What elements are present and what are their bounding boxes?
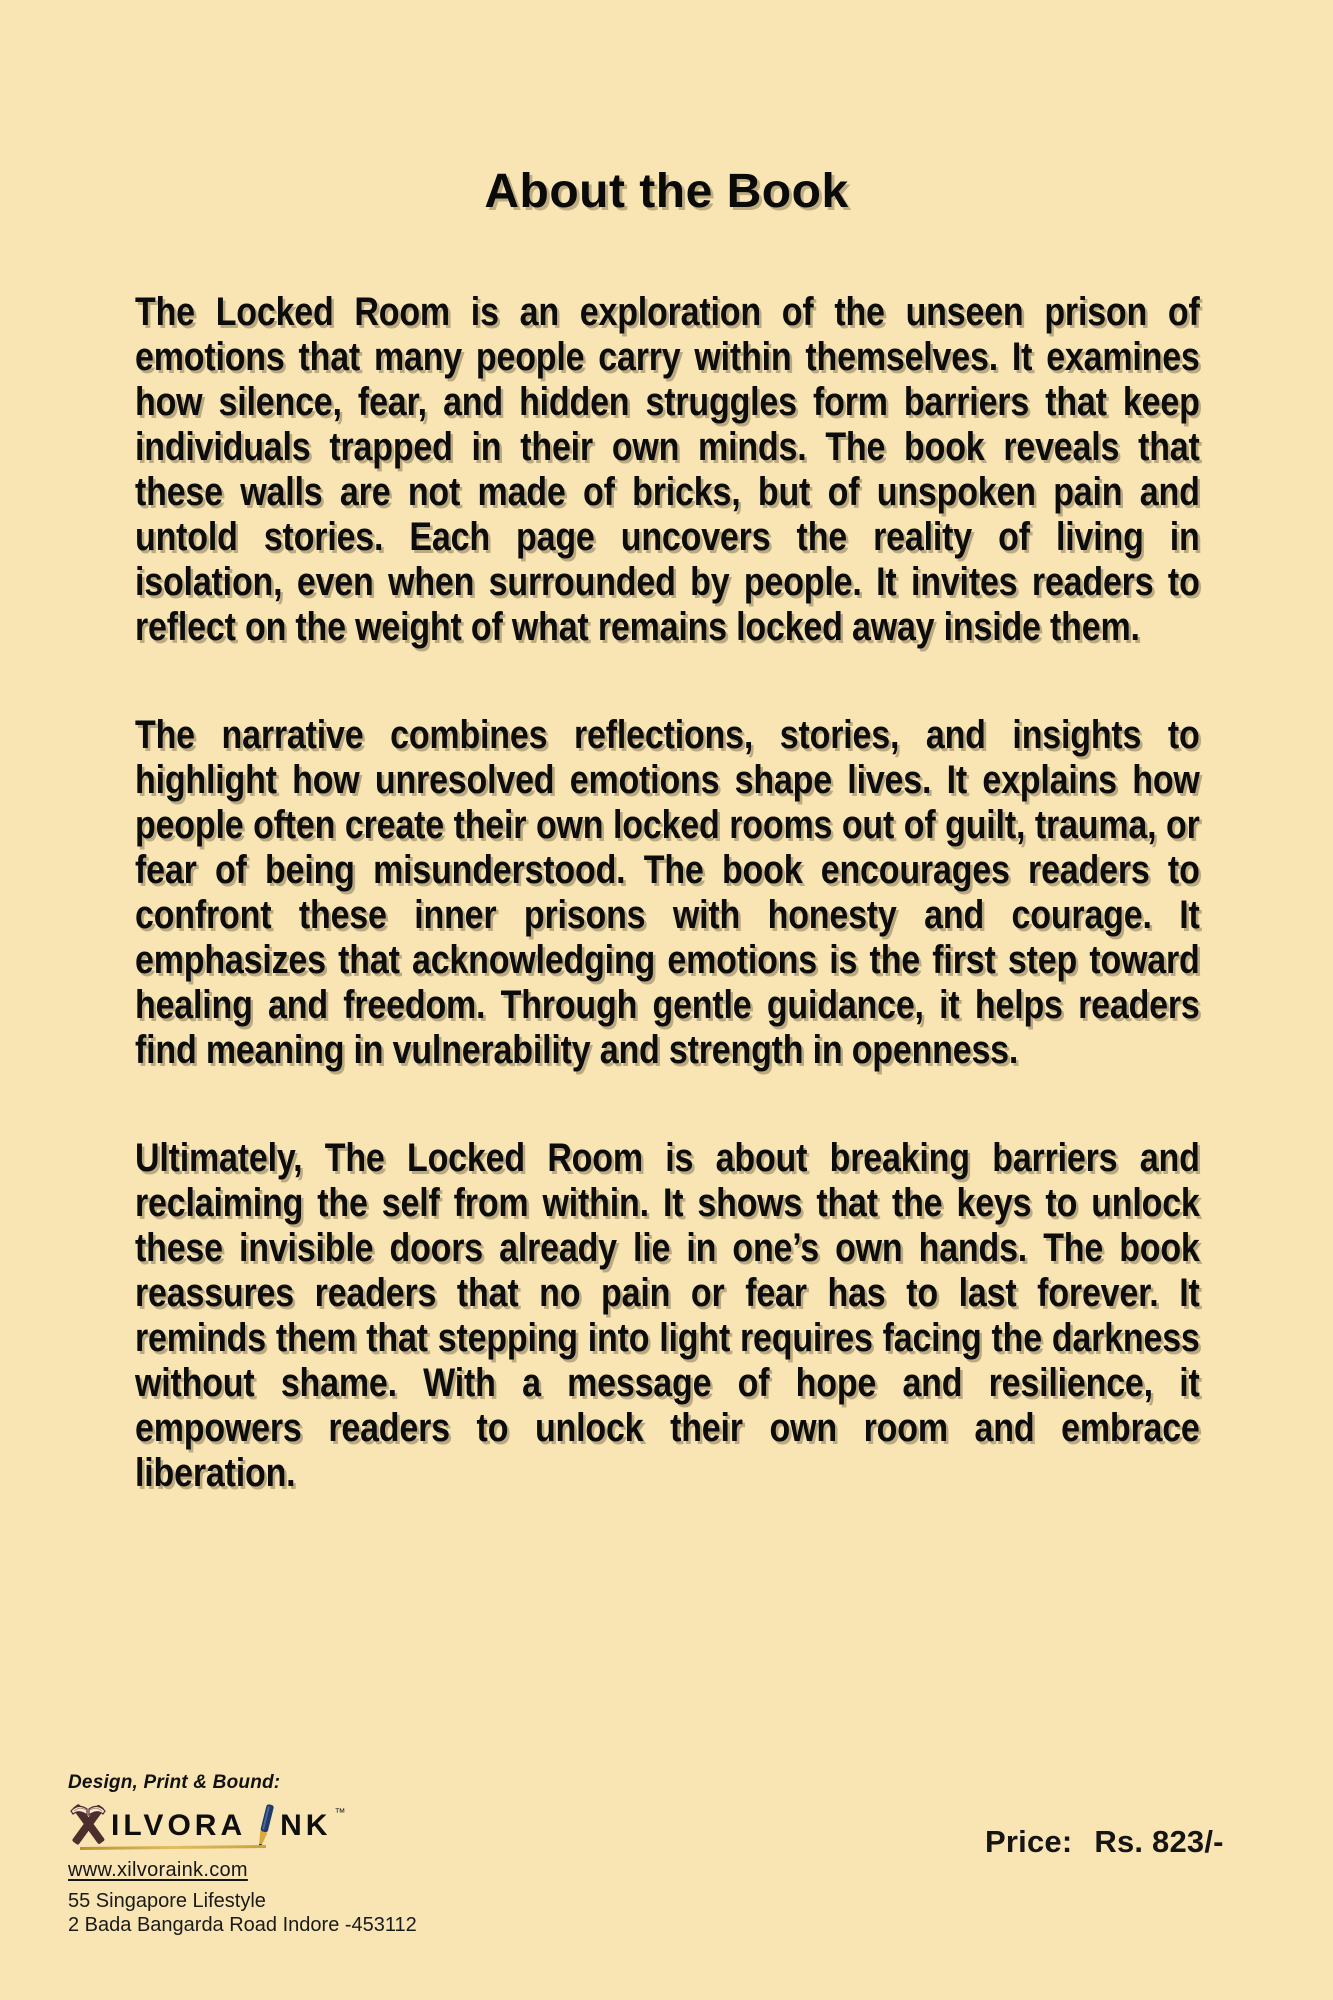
logo-text-nk: NK (280, 1809, 332, 1842)
publisher-website: www.xilvoraink.com (68, 1859, 248, 1881)
xilvora-ink-logo (68, 1803, 498, 1849)
book-x-icon (68, 1801, 108, 1852)
price-label: Price: (985, 1824, 1073, 1859)
logo-gold-underline (80, 1845, 266, 1850)
logo-text-ilvora: ILVORA (111, 1809, 247, 1842)
trademark-symbol: ™ (334, 1807, 346, 1819)
about-paragraph-1: The Locked Room is an exploration of the unseen prison of emotions that many people carry within themselves. It examines how silence, fear, and hidden struggles form barriers that keep individuals trapped in their own minds. The book reveals that these walls are not made of bricks, but of unspoken pain and untold stories. Each page uncovers the reality of living in isolation, even when surrounded by people. It invites readers to reflect on the weight of what remains locked away inside them. (135, 290, 1200, 649)
about-paragraph-3: Ultimately, The Locked Room is about breaking barriers and reclaiming the self from within. It shows that the keys to unlock these invisible doors already lie in one’s own hands. The book reassures readers that no pain or fear has to last forever. It reminds them that stepping into light requires facing the darkness without shame. With a message of hope and resilience, it empowers readers to unlock their own room and embrace liberation. (135, 1136, 1200, 1495)
page-title: About the Book (484, 165, 849, 219)
price (985, 1824, 1224, 1860)
publisher-address-line-2: 2 Bada Bangarda Road Indore -453112 (68, 1914, 417, 1936)
about-paragraph-2: The narrative combines reflections, stories, and insights to highlight how unresolved emotions shape lives. It explains how people often create their own locked rooms out of guilt, trauma, or fear of being misunderstood. The book encourages readers to confront these inner prisons with honesty and courage. It emphasizes that acknowledging emotions is the first step toward healing and freedom. Through gentle guidance, it helps readers find meaning in vulnerability and strength in openness. (135, 713, 1200, 1072)
publisher-address-line-1: 55 Singapore Lifestyle (68, 1890, 266, 1912)
about-text-block (135, 290, 1200, 1496)
design-print-bound-label: Design, Print & Bound: (68, 1772, 281, 1793)
price-value: Rs. 823/- (1094, 1824, 1224, 1859)
pen-icon (252, 1803, 278, 1849)
publisher-block (68, 1772, 498, 1937)
